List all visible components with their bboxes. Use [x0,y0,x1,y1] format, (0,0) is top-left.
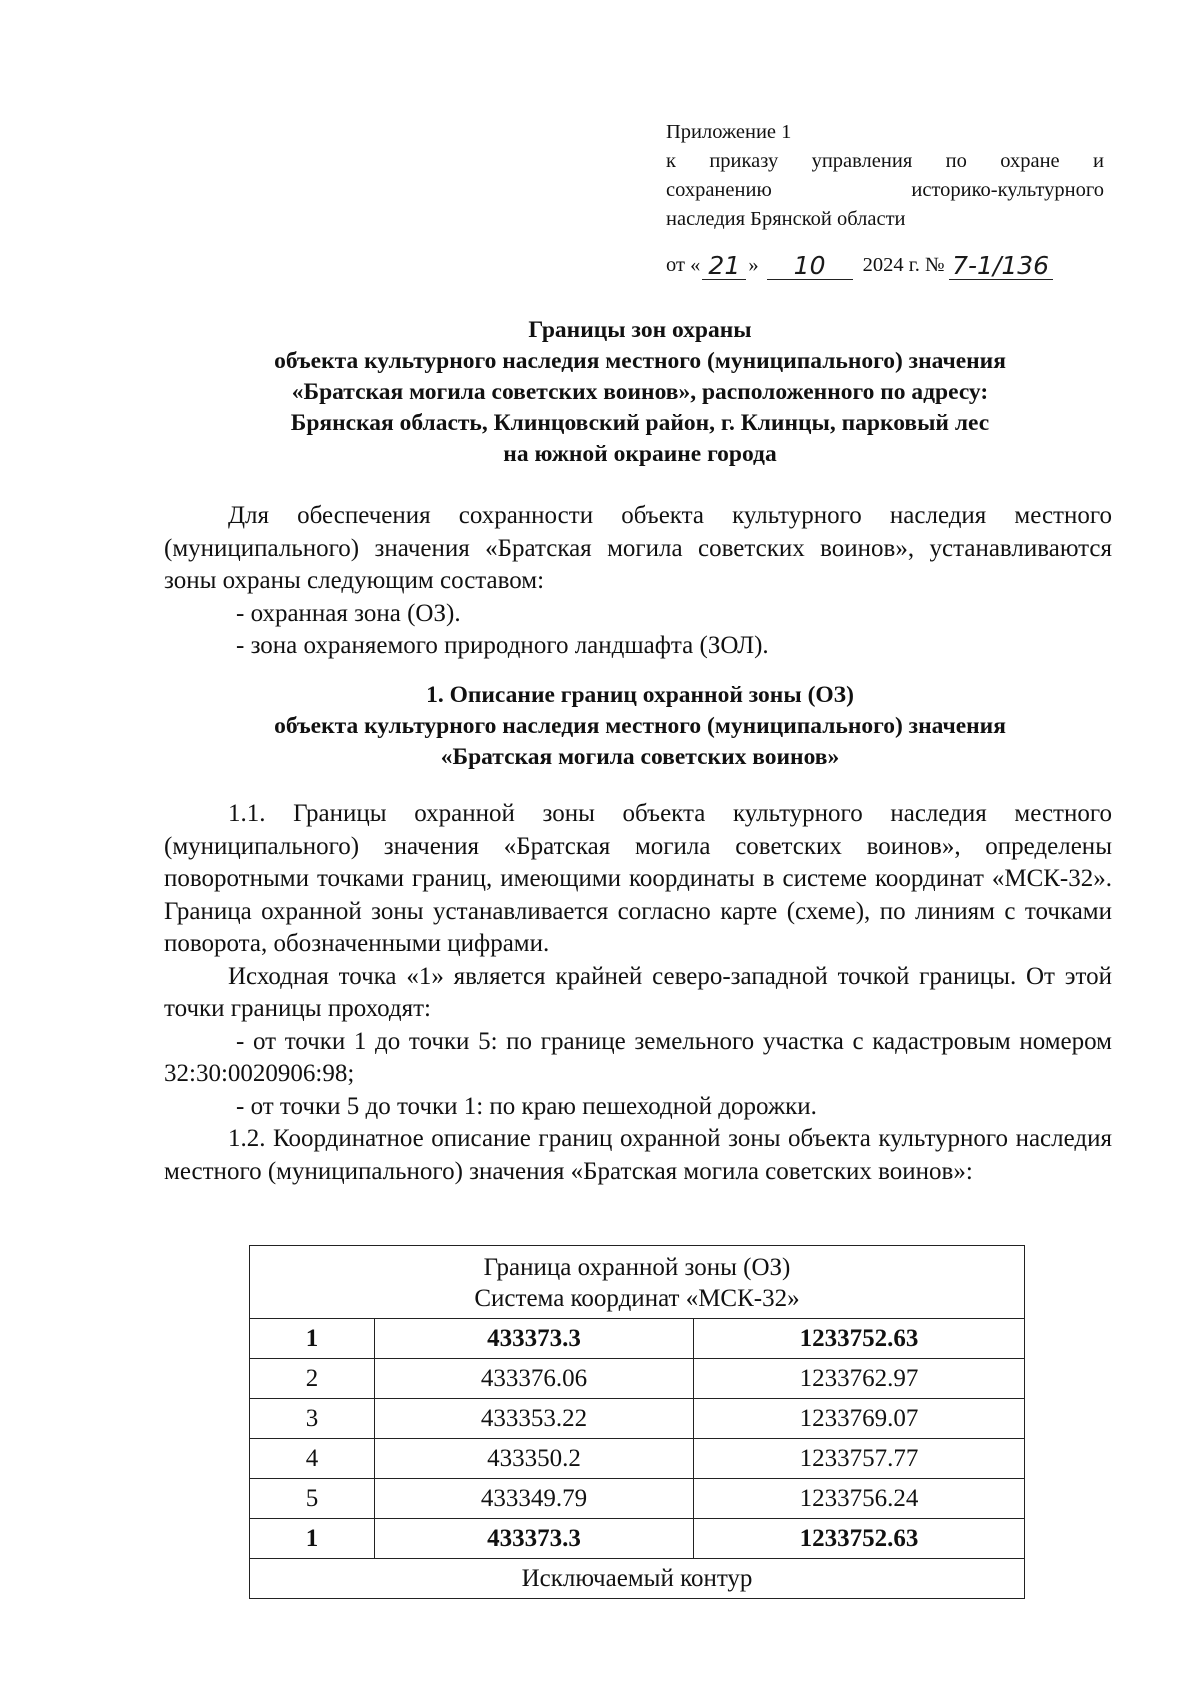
table-header-line: Граница охранной зоны (ОЗ) [483,1254,791,1281]
x-coordinate-cell: 433373.3 [375,1519,694,1559]
y-coordinate-cell: 1233769.07 [694,1399,1025,1439]
point-number-cell: 5 [250,1479,375,1519]
order-date-line [666,251,1104,280]
coordinates-table [249,1245,1025,1599]
point-number-cell: 1 [250,1519,375,1559]
section-heading-line: 1. Описание границ охранной зоны (ОЗ) [426,682,854,708]
title-line: Брянская область, Клинцовский район, г. Клинцы, парковый лес [290,410,990,436]
excluded-contour-cell: Исключаемый контур [250,1559,1025,1599]
y-coordinate-cell: 1233752.63 [694,1519,1025,1559]
section-heading-line: объекта культурного наследия местного (муниципального) значения [274,713,1006,739]
intro-section [164,500,1112,663]
paragraph-1-1: 1.1. Границы охранной зоны объекта культурного наследия местного (муниципального) значения «Братская могила советских воинов», определены поворотными точками границ, имеющими координаты в системе координат «МСК-32». Граница охранной зоны устанавливается согласно карте (схеме), по линиям с точками поворота, обозначенными цифрами. [164,800,1112,957]
table-row [250,1479,1025,1519]
section-heading [150,680,1130,773]
table-row [250,1359,1025,1399]
document-title [150,315,1130,470]
appendix-title: Приложение 1 [666,121,792,143]
table-row [250,1399,1025,1439]
intro-paragraph: Для обеспечения сохранности объекта культурного наследия местного (муниципального) значения «Братская могила советских воинов», устанавливаются зоны охраны следующим составом: [164,502,1112,594]
table-header-row [250,1246,1025,1319]
table-row [250,1519,1025,1559]
y-coordinate-cell: 1233752.63 [694,1319,1025,1359]
y-coordinate-cell: 1233762.97 [694,1359,1025,1399]
point-number-cell: 3 [250,1399,375,1439]
zone-list-item: - зона охраняемого природного ландшафта (ЗОЛ). [236,632,769,659]
title-line: «Братская могила советских воинов», расположенного по адресу: [291,379,989,405]
x-coordinate-cell: 433349.79 [375,1479,694,1519]
route-item: - от точки 5 до точки 1: по краю пешеходной дорожки. [236,1092,817,1120]
order-number: 7-1/136 [949,253,1053,280]
y-coordinate-cell: 1233757.77 [694,1439,1025,1479]
point-number-cell: 1 [250,1319,375,1359]
x-coordinate-cell: 433373.3 [375,1319,694,1359]
x-coordinate-cell: 433350.2 [375,1439,694,1479]
paragraph-1-2: 1.2. Координатное описание границ охранной зоны объекта культурного наследия местного (муниципального) значения «Братская могила советских воинов»: [164,1125,1112,1185]
table-header-cell [250,1246,1025,1319]
x-coordinate-cell: 433376.06 [375,1359,694,1399]
section-heading-line: «Братская могила советских воинов» [440,744,840,770]
title-line: объекта культурного наследия местного (муниципального) значения [274,348,1006,374]
table-row [250,1439,1025,1479]
point-number-cell: 4 [250,1439,375,1479]
table-footer-row [250,1559,1025,1599]
title-line: на южной окраине города [503,441,777,467]
date-prefix: от « [666,254,701,276]
appendix-block [666,118,1104,280]
date-day: 21 [702,253,746,280]
date-month: 10 [767,253,853,280]
zone-list-item: - охранная зона (ОЗ). [236,599,461,627]
date-mid: » [748,254,759,276]
appendix-order-line: наследия Брянской области [666,208,906,230]
section-body [164,798,1112,1188]
appendix-order-line: сохранению историко-культурного [666,179,1104,201]
date-year: 2024 г. № [862,254,945,276]
y-coordinate-cell: 1233756.24 [694,1479,1025,1519]
table-header-line: Система координат «МСК-32» [474,1285,800,1312]
x-coordinate-cell: 433353.22 [375,1399,694,1439]
appendix-order-line: к приказу управления по охране и [666,150,1104,172]
route-item: - от точки 1 до точки 5: по границе земельного участка с кадастровым номером 32:30:0020906:98; [164,1027,1112,1087]
table-row [250,1319,1025,1359]
point-number-cell: 2 [250,1359,375,1399]
title-line: Границы зон охраны [528,317,752,343]
paragraph-start-point: Исходная точка «1» является крайней северо-западной точкой границы. От этой точки границы проходят: [164,962,1112,1022]
